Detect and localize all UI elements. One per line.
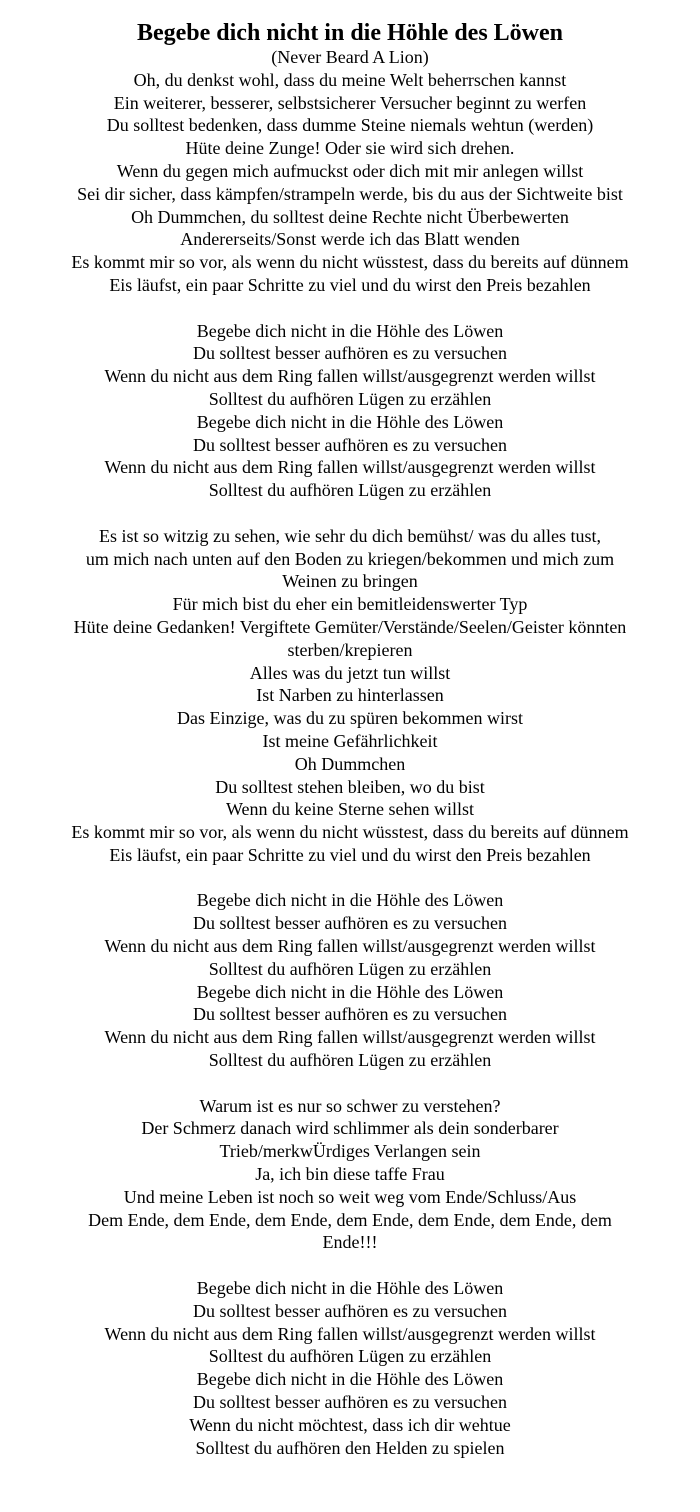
verse-2 — [0, 525, 700, 867]
lyric-line: Du solltest besser aufhören es zu versuchen — [193, 913, 507, 934]
lyric-line: Das Einzige, was du zu spüren bekommen wirst — [177, 708, 523, 729]
lyric-line: Ende!!! — [322, 1232, 378, 1253]
lyric-line: Wenn du nicht aus dem Ring fallen willst/ausgegrenzt werden willst — [104, 1323, 596, 1344]
lyric-line: Es kommt mir so vor, als wenn du nicht wüsstest, dass du bereits auf dünnem — [71, 822, 629, 843]
lyric-line: Begebe dich nicht in die Höhle des Löwen — [196, 981, 504, 1002]
lyric-line: Du solltest besser aufhören es zu versuchen — [193, 1004, 507, 1025]
lyric-line: Es ist so witzig zu sehen, wie sehr du dich bemühst/ was du alles tust, — [99, 525, 601, 546]
lyric-line: Solltest du aufhören Lügen zu erzählen — [208, 480, 492, 501]
lyric-line: Wenn du nicht aus dem Ring fallen willst/ausgegrenzt werden willst — [104, 457, 596, 478]
chorus-2 — [0, 889, 700, 1071]
lyric-line: Warum ist es nur so schwer zu verstehen? — [199, 1095, 501, 1116]
lyric-line: Ist Narben zu hinterlassen — [256, 685, 444, 706]
lyric-line: Begebe dich nicht in die Höhle des Löwen — [196, 320, 504, 341]
lyric-line: Wenn du gegen mich aufmuckst oder dich mit mir anlegen willst — [116, 160, 584, 181]
verse-1 — [0, 69, 700, 297]
song-title: Begebe dich nicht in die Höhle des Löwen — [136, 20, 564, 46]
stanza-gap — [0, 867, 700, 890]
lyric-line: Hüte deine Zunge! Oder sie wird sich drehen. — [185, 138, 515, 159]
lyric-line: Du solltest besser aufhören es zu versuchen — [193, 434, 507, 455]
lyric-line: Dem Ende, dem Ende, dem Ende, dem Ende, dem Ende, dem Ende, dem — [88, 1209, 612, 1230]
lyric-line: Du solltest bedenken, dass dumme Steine niemals wehtun (werden) — [106, 115, 594, 136]
lyric-line: Ja, ich bin diese taffe Frau — [255, 1164, 445, 1185]
stanza-gap — [0, 297, 700, 320]
lyric-line: Wenn du nicht aus dem Ring fallen willst/ausgegrenzt werden willst — [104, 366, 596, 387]
lyric-line: Hüte deine Gedanken! Vergiftete Gemüter/Verstände/Seelen/Geister könnten — [73, 616, 627, 637]
lyric-line: Begebe dich nicht in die Höhle des Löwen — [196, 1369, 504, 1390]
chorus-3 — [0, 1277, 700, 1459]
lyric-line: Ein weiterer, besserer, selbstsicherer Versucher beginnt zu werfen — [113, 92, 587, 113]
lyric-line: Du solltest stehen bleiben, wo du bist — [215, 776, 485, 797]
lyric-line: Begebe dich nicht in die Höhle des Löwen — [196, 1278, 504, 1299]
bridge — [0, 1095, 700, 1255]
lyric-line: Weinen zu bringen — [282, 571, 418, 592]
lyric-line: Du solltest besser aufhören es zu versuchen — [193, 343, 507, 364]
lyric-line: Solltest du aufhören Lügen zu erzählen — [208, 1050, 492, 1071]
stanza-gap — [0, 502, 700, 525]
lyric-line: Oh, du denkst wohl, dass du meine Welt beherrschen kannst — [133, 69, 567, 90]
lyric-line: Oh Dummchen, du solltest deine Rechte nicht Überbewerten — [131, 206, 569, 227]
lyric-line: Begebe dich nicht in die Höhle des Löwen — [196, 890, 504, 911]
lyric-line: Wenn du nicht aus dem Ring fallen willst/ausgegrenzt werden willst — [104, 1027, 596, 1048]
lyric-line: Eis läufst, ein paar Schritte zu viel und du wirst den Preis bezahlen — [109, 274, 591, 295]
lyric-line: um mich nach unten auf den Boden zu kriegen/bekommen und mich zum — [85, 548, 615, 569]
song-subtitle: (Never Beard A Lion) — [271, 47, 429, 67]
lyric-line: Es kommt mir so vor, als wenn du nicht wüsstest, dass du bereits auf dünnem — [71, 252, 629, 273]
lyric-line: Ist meine Gefährlichkeit — [262, 730, 438, 751]
lyric-line: Du solltest besser aufhören es zu versuchen — [193, 1392, 507, 1413]
lyric-line: Wenn du nicht möchtest, dass ich dir wehtue — [189, 1414, 511, 1435]
lyric-line: Eis läufst, ein paar Schritte zu viel und du wirst den Preis bezahlen — [109, 844, 591, 865]
lyric-line: Solltest du aufhören Lügen zu erzählen — [208, 958, 492, 979]
lyric-line: Solltest du aufhören den Helden zu spielen — [195, 1437, 505, 1458]
lyric-line: Der Schmerz danach wird schlimmer als dein sonderbarer — [141, 1118, 559, 1139]
lyric-line: Du solltest besser aufhören es zu versuchen — [193, 1300, 507, 1321]
lyric-line: Begebe dich nicht in die Höhle des Löwen — [196, 411, 504, 432]
lyric-line: Andererseits/Sonst werde ich das Blatt wenden — [180, 229, 520, 250]
lyric-line: Und meine Leben ist noch so weit weg vom Ende/Schluss/Aus — [123, 1186, 577, 1207]
stanza-gap — [0, 1072, 700, 1095]
lyric-line: Trieb/merkwÜrdiges Verlangen sein — [219, 1141, 481, 1162]
lyric-line: Sei dir sicher, dass kämpfen/strampeln werde, bis du aus der Sichtweite bist — [77, 183, 623, 204]
lyric-line: Wenn du keine Sterne sehen willst — [226, 799, 474, 820]
lyric-line: Oh Dummchen — [294, 753, 406, 774]
lyric-line: sterben/krepieren — [287, 639, 413, 660]
lyric-line: Solltest du aufhören Lügen zu erzählen — [208, 1346, 492, 1367]
lyric-line: Solltest du aufhören Lügen zu erzählen — [208, 388, 492, 409]
lyric-line: Für mich bist du eher ein bemitleidenswerter Typ — [172, 594, 528, 615]
lyric-line: Wenn du nicht aus dem Ring fallen willst/ausgegrenzt werden willst — [104, 936, 596, 957]
lyric-line: Alles was du jetzt tun willst — [249, 662, 451, 683]
chorus-1 — [0, 320, 700, 502]
stanza-gap — [0, 1254, 700, 1277]
